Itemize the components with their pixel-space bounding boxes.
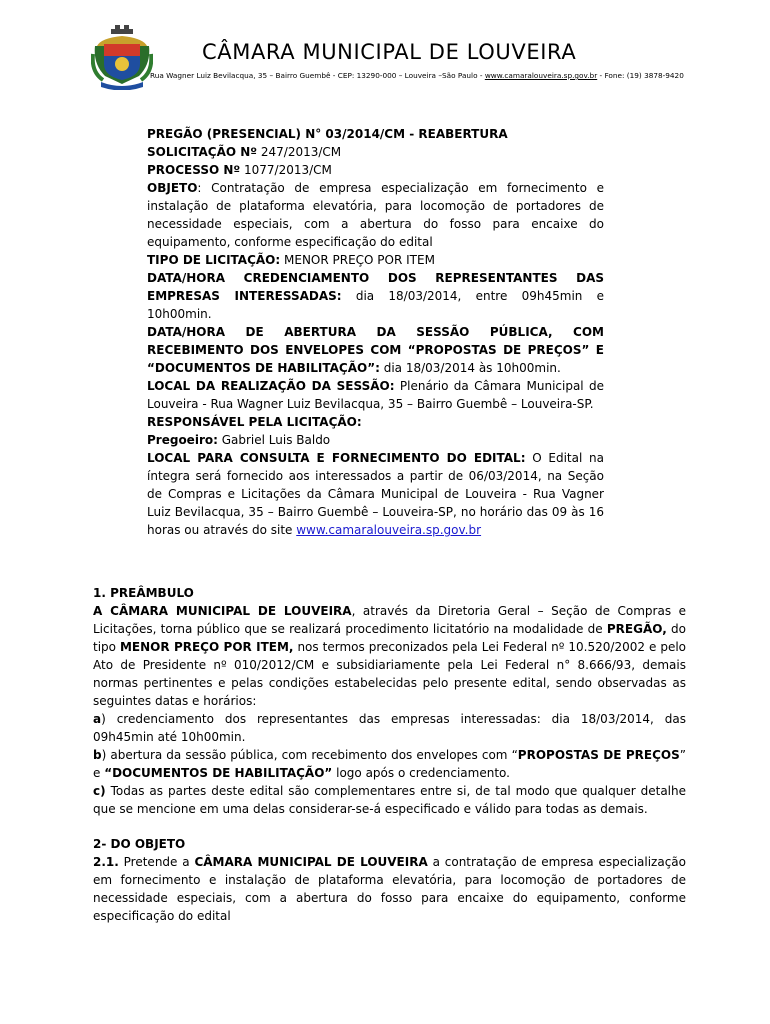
item-c-text: Todas as partes deste edital são complementares entre si, de tal modo que qualquer detalhe que se mencione em uma delas considerar-se-á especificado e válido para todas as demais.	[93, 784, 686, 816]
pregao-title: PREGÃO (PRESENCIAL) N° 03/2014/CM - REABERTURA	[147, 127, 508, 141]
solicitacao-label: SOLICITAÇÃO Nº	[147, 145, 258, 159]
item-b-text-3: logo após o credenciamento.	[332, 766, 510, 780]
item-b-bold-1: PROPOSTAS DE PREÇOS	[517, 748, 680, 762]
abertura-label: DATA/HORA DE ABERTURA DA SESSÃO PÚBLICA, COM RECEBIMENTO DOS ENVELOPES COM “PROPOSTAS DE PREÇOS” E “DOCUMENTOS DE HABILITAÇÃO”:	[147, 325, 604, 375]
objeto-number: 2.1.	[93, 855, 119, 869]
organization-title: CÂMARA MUNICIPAL DE LOUVEIRA	[202, 40, 577, 64]
objeto-label: OBJETO	[147, 181, 198, 195]
preambulo-section	[93, 584, 686, 818]
processo-value: 1077/2013/CM	[240, 163, 332, 177]
item-c	[93, 782, 686, 818]
objeto-section	[93, 835, 686, 925]
local-label: LOCAL DA REALIZAÇÃO DA SESSÃO:	[147, 379, 395, 393]
consulta-label: LOCAL PARA CONSULTA E FORNECIMENTO DO EDITAL:	[147, 451, 526, 465]
item-a	[93, 710, 686, 746]
menor-preco-bold: MENOR PREÇO POR ITEM,	[119, 640, 294, 654]
objeto-text-1: Pretende a	[118, 855, 195, 869]
preambulo-text-1: , através da Diretoria Geral – Seção de Compras e Licitações, torna público que se realizará procedimento licitatório na modalidade de	[93, 604, 686, 636]
pregoeiro-value: Gabriel Luis Baldo	[217, 433, 331, 447]
objeto-heading: 2- DO OBJETO	[93, 837, 186, 851]
tipo-label: TIPO DE LICITAÇÃO:	[147, 253, 281, 267]
preambulo-paragraph	[93, 602, 686, 710]
pregao-bold: PREGÃO,	[606, 622, 667, 636]
item-a-label: a	[93, 712, 102, 726]
municipal-coat-of-arms-icon	[91, 24, 153, 90]
objeto-paragraph	[93, 853, 686, 925]
organization-address	[150, 71, 684, 80]
item-a-text: ) credenciamento dos representantes das empresas interessadas: dia 18/03/2014, das 09h45min até 10h00min.	[93, 712, 686, 744]
credenciamento-value: dia 18/03/2014, entre 09h45min e 10h00min.	[147, 289, 605, 321]
consulta-value: O Edital na íntegra será fornecido aos interessados a partir de 06/03/2014, na Seção de Compras e Licitações da Câmara Municipal de Louveira - Rua Vagner Luiz Bevilacqua, 35 – Bairro Guembê – Louveira-SP, no horário das 09 às 16 horas ou através do site	[147, 451, 604, 537]
item-c-label: c)	[93, 784, 106, 798]
pregoeiro-label: Pregoeiro:	[147, 433, 218, 447]
item-b-label: b	[93, 748, 102, 762]
objeto-text: : Contratação de empresa especialização em fornecimento e instalação de plataforma elevatória, para locomoção de portadores de necessidade especiais, com a abertura do fosso para encaixe do equipamento, conforme especificação do edital	[147, 181, 604, 249]
tipo-value: MENOR PREÇO POR ITEM	[280, 253, 435, 267]
solicitacao-value: 247/2013/CM	[257, 145, 342, 159]
header-website-link[interactable]: www.camaralouveira.sp.gov.br	[484, 71, 598, 80]
address-text: Rua Wagner Luiz Bevilacqua, 35 – Bairro Guembê - CEP: 13290-000 – Louveira –São Paulo -	[150, 71, 485, 80]
processo-label: PROCESSO Nº	[147, 163, 241, 177]
edital-website-link[interactable]: www.camaralouveira.sp.gov.br	[296, 523, 482, 537]
objeto-text-2: a contratação de empresa especialização em fornecimento e instalação de plataforma elevatória, para locomoção de portadores de necessidade especiais, com a abertura do fosso para encaixe do equipamento, conforme especificação do edital	[93, 855, 686, 923]
abertura-value: dia 18/03/2014 às 10h00min.	[379, 361, 561, 375]
credenciamento-label: DATA/HORA CREDENCIAMENTO DOS REPRESENTANTES DAS EMPRESAS INTERESSADAS:	[147, 271, 604, 303]
local-value: Plenário da Câmara Municipal de Louveira - Rua Wagner Luiz Bevilacqua, 35 – Bairro Guembê – Louveira-SP.	[147, 379, 605, 411]
preambulo-text-3: nos termos preconizados pela Lei Federal nº 10.520/2002 e pelo Ato de Presidente nº 010/2012/CM e subsidiariamente pela Lei Federal n° 8.666/93, demais normas pertinentes e pelas condições estabelecidas pelo presente edital, sendo observadas as seguintes datas e horários:	[93, 640, 686, 708]
item-b-bold-2: “DOCUMENTOS DE HABILITAÇÃO”	[104, 766, 333, 780]
camara-name-bold: A CÂMARA MUNICIPAL DE LOUVEIRA	[93, 604, 352, 618]
responsavel-label: RESPONSÁVEL PELA LICITAÇÃO:	[147, 415, 362, 429]
objeto-camara-bold: CÂMARA MUNICIPAL DE LOUVEIRA	[194, 855, 428, 869]
phone-text: - Fone: (19) 3878-9420	[597, 71, 684, 80]
item-b-text-1: ) abertura da sessão pública, com recebimento dos envelopes com “	[101, 748, 518, 762]
item-b	[93, 746, 686, 782]
preambulo-text-2: do tipo	[93, 622, 686, 654]
item-b-text-2: ” e	[93, 748, 686, 780]
tender-info-block	[147, 125, 604, 539]
preambulo-heading: 1. PREÂMBULO	[93, 586, 194, 600]
